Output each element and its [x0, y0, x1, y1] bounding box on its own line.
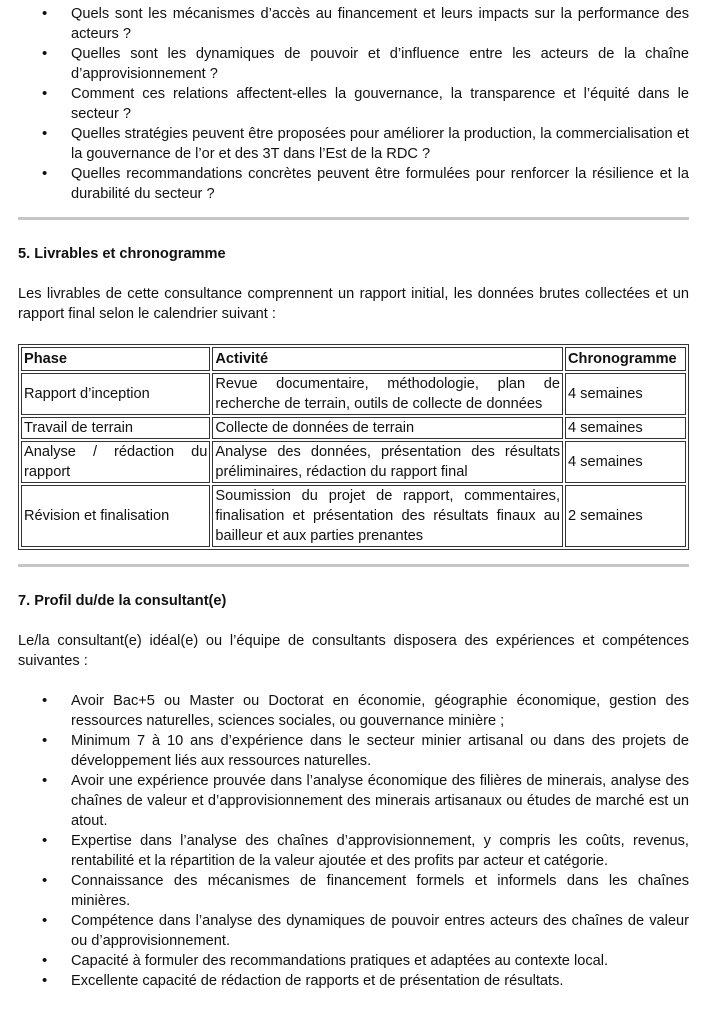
list-item: • Capacité à formuler des recommandations pratiques et adaptées au contexte local. — [18, 951, 689, 971]
section-5-intro: Les livrables de cette consultance comprennent un rapport initial, les données brutes collectées et un rapport final selon le calendrier suivant : — [18, 286, 689, 322]
section-5-title: 5. Livrables et chronogramme — [18, 246, 226, 262]
section-7-intro: Le/la consultant(e) idéal(e) ou l’équipe de consultants disposera des expériences et compétences suivantes : — [18, 633, 689, 669]
list-item: • Minimum 7 à 10 ans d’expérience dans le secteur minier artisanal ou dans des projets de développement liés aux ressources naturelles. — [18, 731, 689, 771]
table-row — [21, 373, 686, 415]
document-page — [18, 4, 689, 991]
cell-duration: 4 semaines — [565, 417, 686, 439]
list-item: • Quelles recommandations concrètes peuvent être formulées pour renforcer la résilience et la durabilité du secteur ? — [18, 164, 689, 204]
cell-duration: 2 semaines — [565, 485, 686, 547]
cell-duration: 4 semaines — [565, 441, 686, 483]
header-phase: Phase — [21, 347, 210, 371]
cell-activity: Soumission du projet de rapport, commentaires, finalisation et présentation des résultats finaux au bailleur et aux parties prenantes — [212, 485, 563, 547]
section-7-title: 7. Profil du/de la consultant(e) — [18, 593, 227, 609]
list-item: • Excellente capacité de rédaction de rapports et de présentation de résultats. — [18, 971, 689, 991]
cell-phase: Rapport d’inception — [21, 373, 210, 415]
consultant-profile-list — [18, 691, 689, 991]
list-item: • Compétence dans l’analyse des dynamiques de pouvoir entres acteurs des chaînes de valeur ou d’approvisionnement. — [18, 911, 689, 951]
list-item: • Quelles stratégies peuvent être proposées pour améliorer la production, la commercialisation et la gouvernance de l’or et des 3T dans l’Est de la RDC ? — [18, 124, 689, 164]
header-chronogramme: Chronogramme — [565, 347, 686, 371]
cell-phase: Révision et finalisation — [21, 485, 210, 547]
header-activity: Activité — [212, 347, 563, 371]
list-item: • Avoir Bac+5 ou Master ou Doctorat en économie, géographie économique, gestion des ressources naturelles, sciences sociales, ou gouvernance minière ; — [18, 691, 689, 731]
cell-activity: Analyse des données, présentation des résultats préliminaires, rédaction du rapport final — [212, 441, 563, 483]
list-item: • Expertise dans l’analyse des chaînes d’approvisionnement, y compris les coûts, revenus, rentabilité et la répartition de la valeur ajoutée et des profits par acteur et catégorie. — [18, 831, 689, 871]
list-item: • Comment ces relations affectent-elles la gouvernance, la transparence et l’équité dans le secteur ? — [18, 84, 689, 124]
cell-phase: Travail de terrain — [21, 417, 210, 439]
list-item: • Quelles sont les dynamiques de pouvoir et d’influence entre les acteurs de la chaîne d’approvisionnement ? — [18, 44, 689, 84]
cell-activity: Collecte de données de terrain — [212, 417, 563, 439]
table-row — [21, 485, 686, 547]
chronogram-table — [18, 344, 689, 550]
list-item: • Avoir une expérience prouvée dans l’analyse économique des filières de minerais, analyse des chaînes de valeur et d’approvisionnement des minerais artisanaux ou études de marché est un atout. — [18, 771, 689, 831]
table-row — [21, 441, 686, 483]
list-item: • Quels sont les mécanismes d’accès au financement et leurs impacts sur la performance des acteurs ? — [18, 4, 689, 44]
table-header-row — [21, 347, 686, 371]
table-row — [21, 417, 686, 439]
cell-duration: 4 semaines — [565, 373, 686, 415]
research-questions-list — [18, 4, 689, 204]
cell-activity: Revue documentaire, méthodologie, plan de recherche de terrain, outils de collecte de données — [212, 373, 563, 415]
list-item: • Connaissance des mécanismes de financement formels et informels dans les chaînes minières. — [18, 871, 689, 911]
cell-phase: Analyse / rédaction du rapport — [21, 441, 210, 483]
